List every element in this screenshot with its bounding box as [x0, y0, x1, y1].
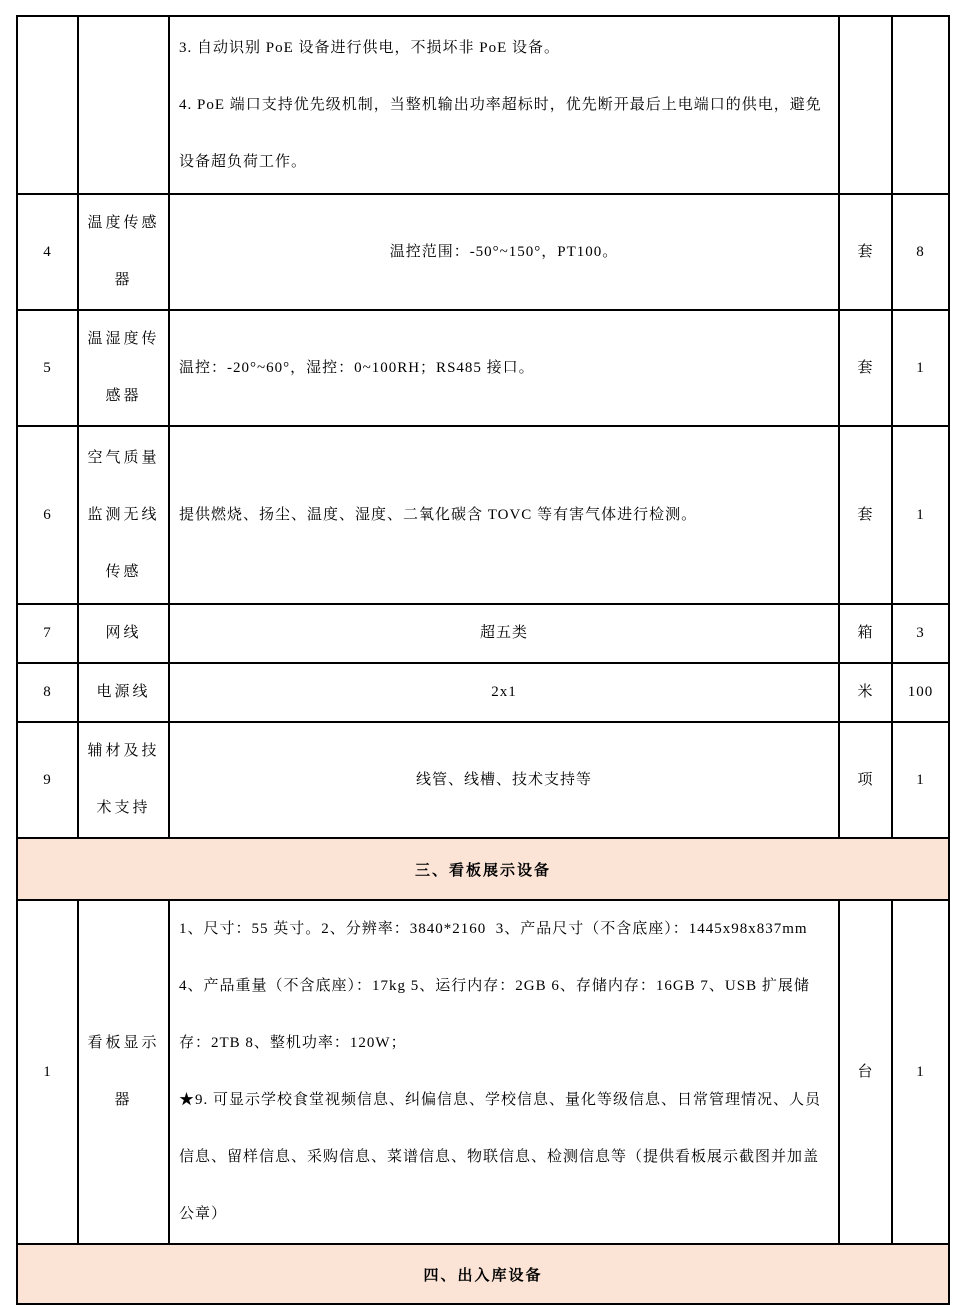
section-title: 三、看板展示设备: [17, 838, 949, 900]
spec-paragraph: 4. PoE 端口支持优先级机制，当整机输出功率超标时，优先断开最后上电端口的供电，避免设备超负荷工作。: [179, 96, 822, 170]
table-row: [17, 310, 949, 426]
seq-cell: 4: [17, 194, 78, 310]
table-row: [17, 426, 949, 604]
spec-cell: [169, 194, 839, 310]
spec-cell: [169, 722, 839, 838]
spec-paragraph: 超五类: [479, 625, 528, 641]
qty-cell: 1: [892, 426, 949, 604]
spec-paragraph: 温控：-20°~60°，湿控：0~100RH；RS485 接口。: [179, 359, 535, 376]
spec-cell: [169, 663, 839, 722]
qty-cell: 8: [892, 194, 949, 310]
qty-cell: [892, 16, 949, 194]
spec-paragraph: 线管、线槽、技术支持等: [415, 771, 592, 788]
document-page: [0, 15, 965, 1284]
equipment-table: [16, 15, 950, 1305]
table-row: [17, 900, 949, 1244]
seq-cell: 6: [17, 426, 78, 604]
name-cell: 温湿度传感器: [78, 310, 169, 426]
qty-cell: 1: [892, 722, 949, 838]
unit-cell: 套: [839, 426, 892, 604]
unit-cell: 台: [839, 900, 892, 1244]
spec-paragraph: 温控范围：-50°~150°，PT100。: [389, 243, 619, 260]
spec-cell: [169, 900, 839, 1244]
name-cell: 电源线: [78, 663, 169, 722]
unit-cell: 米: [839, 663, 892, 722]
table-row: [17, 16, 949, 194]
spec-cell: [169, 604, 839, 663]
unit-cell: 箱: [839, 604, 892, 663]
unit-cell: [839, 16, 892, 194]
qty-cell: 1: [892, 900, 949, 1244]
seq-cell: 5: [17, 310, 78, 426]
table-row: [17, 604, 949, 663]
seq-cell: 8: [17, 663, 78, 722]
qty-cell: 100: [892, 663, 949, 722]
section-header-row: [17, 838, 949, 900]
spec-cell: [169, 16, 839, 194]
name-cell: 辅材及技术支持: [78, 722, 169, 838]
seq-cell: 7: [17, 604, 78, 663]
name-cell: 网线: [78, 604, 169, 663]
name-cell: 看板显示器: [78, 900, 169, 1244]
seq-cell: [17, 16, 78, 194]
unit-cell: 套: [839, 194, 892, 310]
spec-paragraph: 提供燃烧、扬尘、温度、湿度、二氧化碳含 TOVC 等有害气体进行检测。: [179, 506, 698, 523]
unit-cell: 项: [839, 722, 892, 838]
name-cell: 温度传感器: [78, 194, 169, 310]
unit-cell: 套: [839, 310, 892, 426]
qty-cell: 3: [892, 604, 949, 663]
spec-paragraph: 3. 自动识别 PoE 设备进行供电，不损坏非 PoE 设备。: [179, 39, 561, 56]
seq-cell: 9: [17, 722, 78, 838]
name-cell: [78, 16, 169, 194]
section-title: 四、出入库设备: [17, 1244, 949, 1304]
table-row: [17, 663, 949, 722]
spec-paragraph: ★9. 可显示学校食堂视频信息、纠偏信息、学校信息、量化等级信息、日常管理情况、人员信息、留样信息、采购信息、菜谱信息、物联信息、检测信息等（提供看板展示截图并加盖公章）: [179, 1092, 822, 1222]
spec-paragraph: 1、尺寸：55 英寸。2、分辨率：3840*2160 3、产品尺寸（不含底座）：1445x98x837mm 4、产品重量（不含底座）：17kg 5、运行内存：2GB 6、存储内存：16GB 7、USB 扩展储存：2TB 8、整机功率：120W；: [179, 921, 813, 1051]
table-row: [17, 194, 949, 310]
name-cell: 空气质量监测无线传感: [78, 426, 169, 604]
spec-cell: [169, 310, 839, 426]
spec-paragraph: 2x1: [491, 684, 517, 700]
section-header-row: [17, 1244, 949, 1304]
qty-cell: 1: [892, 310, 949, 426]
table-row: [17, 722, 949, 838]
seq-cell: 1: [17, 900, 78, 1244]
spec-cell: [169, 426, 839, 604]
